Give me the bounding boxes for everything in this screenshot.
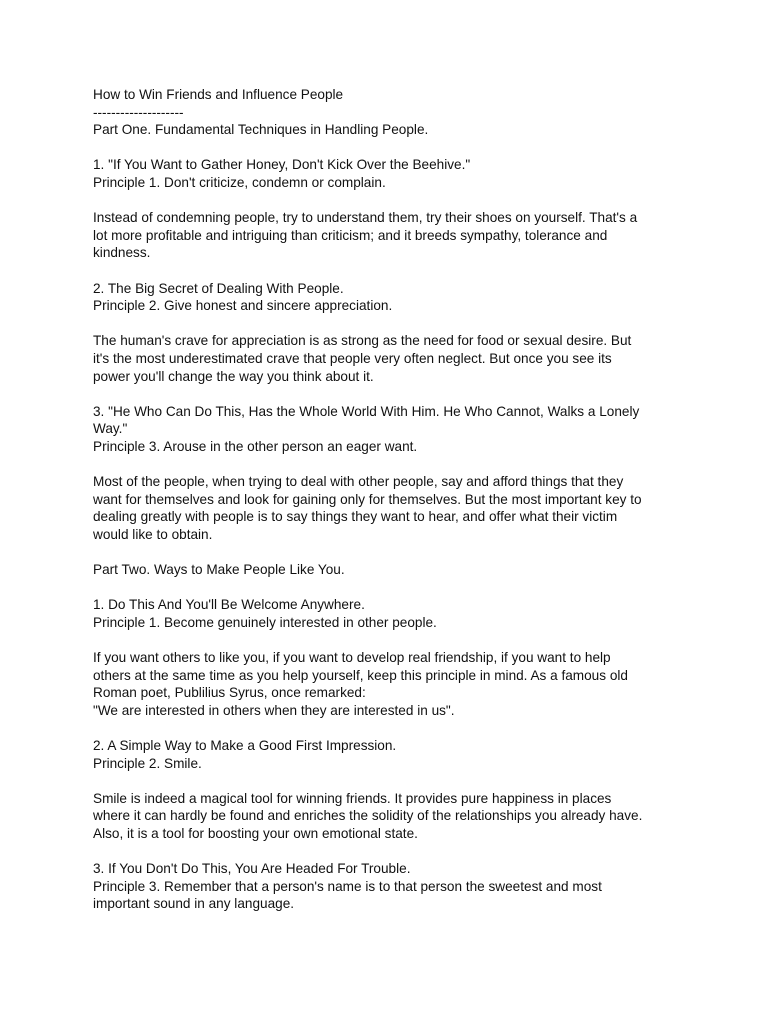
principle-line: Principle 2. Smile.	[93, 755, 202, 771]
body-line: kindness.	[93, 245, 151, 261]
section-heading: 3. If You Don't Do This, You Are Headed For Trouble.	[93, 861, 411, 877]
body-line: If you want others to like you, if you want to develop real friendship, if you want to help	[93, 650, 611, 665]
part-two-heading: Part Two. Ways to Make People Like You.	[93, 562, 345, 578]
section-heading: Way."	[93, 421, 128, 437]
principle-line: Principle 1. Don't criticize, condemn or complain.	[93, 174, 386, 190]
quote-line: "We are interested in others when they are interested in us".	[93, 702, 455, 718]
section-heading: 1. "If You Want to Gather Honey, Don't Kick Over the Beehive."	[93, 157, 471, 173]
spacer	[93, 385, 683, 403]
section-heading: 3. "He Who Can Do This, Has the Whole World With Him. He Who Cannot, Walks a Lonely	[93, 403, 640, 419]
principle-line: Principle 3. Arouse in the other person an eager want.	[93, 438, 418, 454]
spacer	[93, 139, 683, 157]
section-heading: 1. Do This And You'll Be Welcome Anywhere.	[93, 597, 365, 613]
principle-line: important sound in any language.	[93, 896, 295, 912]
spacer	[93, 192, 683, 210]
spacer	[93, 315, 683, 333]
section-heading: 2. The Big Secret of Dealing With People.	[93, 280, 344, 296]
body-line: The human's crave for appreciation is as strong as the need for food or sexual desire. But	[93, 333, 632, 349]
body-line: Also, it is a tool for boosting your own emotional state.	[93, 825, 418, 841]
section-heading: 2. A Simple Way to Make a Good First Impression.	[93, 737, 397, 753]
body-line: Smile is indeed a magical tool for winning friends. It provides pure happiness in places	[93, 790, 612, 806]
spacer	[93, 543, 683, 561]
title-rule: --------------------	[93, 104, 184, 120]
body-line: where it can hardly be found and enriches the solidity of the relationships you already have.	[93, 808, 643, 824]
spacer	[93, 772, 683, 790]
spacer	[93, 843, 683, 861]
spacer	[93, 455, 683, 473]
body-line: dealing greatly with people is to say things they want to hear, and offer what their victim	[93, 509, 618, 525]
spacer	[93, 262, 683, 280]
body-line: others at the same time as you help yourself, keep this principle in mind. As a famous old	[93, 667, 628, 683]
body-line: would like to obtain.	[93, 526, 213, 542]
principle-line: Principle 2. Give honest and sincere appreciation.	[93, 298, 393, 314]
body-line: Roman poet, Publilius Syrus, once remarked:	[93, 685, 366, 701]
body-line: want for themselves and look for gaining only for themselves. But the most important key to	[93, 491, 642, 507]
part-one-heading: Part One. Fundamental Techniques in Handling People.	[93, 122, 429, 138]
spacer	[93, 631, 683, 649]
principle-line: Principle 3. Remember that a person's name is to that person the sweetest and most	[93, 878, 602, 894]
body-line: Instead of condemning people, try to understand them, try their shoes on yourself. That's a	[93, 210, 638, 226]
document-page	[93, 86, 683, 913]
spacer	[93, 719, 683, 737]
spacer	[93, 579, 683, 597]
body-line: it's the most underestimated crave that people very often neglect. But once you see its	[93, 350, 612, 366]
document-title: How to Win Friends and Influence People	[93, 87, 344, 102]
body-line: power you'll change the way you think about it.	[93, 368, 374, 384]
body-line: lot more profitable and intriguing than criticism; and it breeds sympathy, tolerance and	[93, 227, 608, 243]
principle-line: Principle 1. Become genuinely interested in other people.	[93, 614, 437, 630]
body-line: Most of the people, when trying to deal with other people, say and afford things that they	[93, 474, 624, 490]
